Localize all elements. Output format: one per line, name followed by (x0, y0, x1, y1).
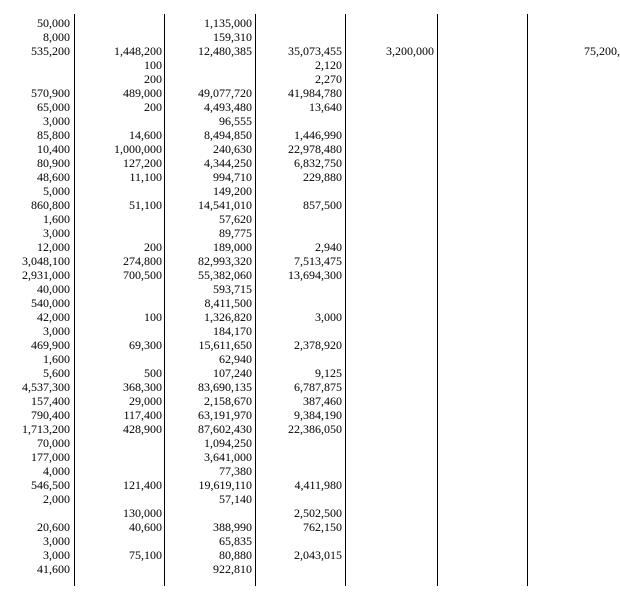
table-cell: 4,493,480 (204, 100, 252, 114)
table-cell: 130,000 (123, 506, 162, 520)
table-cell: 12,480,385 (198, 44, 252, 58)
table-row (0, 450, 600, 464)
table-cell: 55,382,060 (198, 268, 252, 282)
table-cell: 489,000 (123, 86, 162, 100)
table-row (0, 282, 600, 296)
table-cell: 2,043,015 (294, 548, 342, 562)
table-cell: 3,000 (43, 114, 70, 128)
table-row (0, 366, 600, 380)
table-cell: 149,200 (213, 184, 252, 198)
table-cell: 200 (144, 100, 162, 114)
table-row (0, 492, 600, 506)
table-cell: 240,630 (213, 142, 252, 156)
table-cell: 75,100 (129, 548, 162, 562)
table-cell: 2,931,000 (22, 268, 70, 282)
table-cell: 50,000 (37, 16, 70, 30)
table-cell: 49,077,720 (198, 86, 252, 100)
table-row (0, 352, 600, 366)
table-cell: 83,690,135 (198, 380, 252, 394)
table-cell: 177,000 (31, 450, 70, 464)
table-cell: 857,500 (303, 198, 342, 212)
table-cell: 13,694,300 (288, 268, 342, 282)
table-row (0, 16, 600, 30)
table-cell: 157,400 (31, 394, 70, 408)
table-cell: 4,000 (43, 464, 70, 478)
table-cell: 77,380 (219, 464, 252, 478)
table-cell: 14,541,010 (198, 198, 252, 212)
table-row (0, 310, 600, 324)
table-cell: 535,200 (31, 44, 70, 58)
table-row (0, 30, 600, 44)
table-cell: 57,140 (219, 492, 252, 506)
table-cell: 1,326,820 (204, 310, 252, 324)
table-cell: 994,710 (213, 170, 252, 184)
table-row (0, 128, 600, 142)
table-cell: 9,125 (315, 366, 342, 380)
table-cell: 762,150 (303, 520, 342, 534)
table-row (0, 548, 600, 562)
table-cell: 20,600 (37, 520, 70, 534)
table-row (0, 296, 600, 310)
table-row (0, 240, 600, 254)
table-cell: 790,400 (31, 408, 70, 422)
table-cell: 540,000 (31, 296, 70, 310)
table-cell: 922,810 (213, 562, 252, 576)
table-row (0, 184, 600, 198)
table-cell: 1,094,250 (204, 436, 252, 450)
table-cell: 8,000 (43, 30, 70, 44)
table-cell: 75,200, (584, 44, 620, 58)
table-cell: 274,800 (123, 254, 162, 268)
table-cell: 200 (144, 72, 162, 86)
table-cell: 6,787,875 (294, 380, 342, 394)
table-cell: 15,611,650 (198, 338, 252, 352)
table-row (0, 562, 600, 576)
table-cell: 40,600 (129, 520, 162, 534)
table-cell: 41,600 (37, 562, 70, 576)
table-cell: 3,000 (43, 548, 70, 562)
table-cell: 2,940 (315, 240, 342, 254)
table-cell: 500 (144, 366, 162, 380)
table-cell: 2,000 (43, 492, 70, 506)
table-cell: 22,978,480 (288, 142, 342, 156)
table-cell: 13,640 (309, 100, 342, 114)
table-row (0, 226, 600, 240)
table-cell: 3,641,000 (204, 450, 252, 464)
table-cell: 5,600 (43, 366, 70, 380)
table-cell: 85,800 (37, 128, 70, 142)
table-cell: 387,460 (303, 394, 342, 408)
table-cell: 3,048,100 (22, 254, 70, 268)
table-cell: 107,240 (213, 366, 252, 380)
table-cell: 22,386,050 (288, 422, 342, 436)
table-cell: 12,000 (37, 240, 70, 254)
table-cell: 189,000 (213, 240, 252, 254)
table-row (0, 380, 600, 394)
table-row (0, 394, 600, 408)
table-row (0, 86, 600, 100)
table-cell: 4,537,300 (22, 380, 70, 394)
table-cell: 63,191,970 (198, 408, 252, 422)
table-cell: 6,832,750 (294, 156, 342, 170)
table-cell: 1,713,200 (22, 422, 70, 436)
table-cell: 57,620 (219, 212, 252, 226)
table-cell: 5,000 (43, 184, 70, 198)
table-cell: 200 (144, 240, 162, 254)
table-cell: 89,775 (219, 226, 252, 240)
table-row (0, 506, 600, 520)
table-row (0, 170, 600, 184)
table-cell: 469,900 (31, 338, 70, 352)
table-cell: 184,170 (213, 324, 252, 338)
table-cell: 117,400 (123, 408, 162, 422)
table-cell: 121,400 (123, 478, 162, 492)
table-row (0, 478, 600, 492)
table-cell: 1,000,000 (114, 142, 162, 156)
table-cell: 1,135,000 (204, 16, 252, 30)
table-cell: 546,500 (31, 478, 70, 492)
table-cell: 70,000 (37, 436, 70, 450)
table-cell: 368,300 (123, 380, 162, 394)
table-cell: 8,411,500 (204, 296, 252, 310)
table-cell: 1,600 (43, 352, 70, 366)
table-row (0, 142, 600, 156)
table-cell: 1,448,200 (114, 44, 162, 58)
table-cell: 229,880 (303, 170, 342, 184)
table-cell: 1,446,990 (294, 128, 342, 142)
table-row (0, 72, 600, 86)
table-row (0, 58, 600, 72)
table-cell: 3,000 (43, 324, 70, 338)
table-cell: 4,411,980 (294, 478, 342, 492)
table-row (0, 198, 600, 212)
table-cell: 87,602,430 (198, 422, 252, 436)
table-cell: 860,800 (31, 198, 70, 212)
table-cell: 7,513,475 (294, 254, 342, 268)
table-cell: 65,000 (37, 100, 70, 114)
table-row (0, 422, 600, 436)
table-cell: 80,900 (37, 156, 70, 170)
table-cell: 40,000 (37, 282, 70, 296)
table-cell: 428,900 (123, 422, 162, 436)
table-cell: 14,600 (129, 128, 162, 142)
table-cell: 10,400 (37, 142, 70, 156)
table-row (0, 436, 600, 450)
table-cell: 19,619,110 (198, 478, 252, 492)
table-cell: 11,100 (129, 170, 162, 184)
table-cell: 82,993,320 (198, 254, 252, 268)
table-cell: 41,984,780 (288, 86, 342, 100)
table-cell: 3,000 (315, 310, 342, 324)
table-row (0, 534, 600, 548)
table-cell: 4,344,250 (204, 156, 252, 170)
table-cell: 2,502,500 (294, 506, 342, 520)
table-row (0, 114, 600, 128)
table-cell: 29,000 (129, 394, 162, 408)
table-cell: 2,158,670 (204, 394, 252, 408)
table-cell: 69,300 (129, 338, 162, 352)
table-cell: 35,073,455 (288, 44, 342, 58)
table-row (0, 520, 600, 534)
table-cell: 65,835 (219, 534, 252, 548)
table-cell: 48,600 (37, 170, 70, 184)
table-cell: 3,200,000 (386, 44, 434, 58)
table-row (0, 338, 600, 352)
table-cell: 42,000 (37, 310, 70, 324)
table-row (0, 408, 600, 422)
table-cell: 3,000 (43, 226, 70, 240)
table-row (0, 254, 600, 268)
table-cell: 100 (144, 310, 162, 324)
table-cell: 2,120 (315, 58, 342, 72)
table-cell: 1,600 (43, 212, 70, 226)
table-cell: 100 (144, 58, 162, 72)
table-row (0, 268, 600, 282)
table-cell: 62,940 (219, 352, 252, 366)
table-row (0, 464, 600, 478)
table-cell: 159,310 (213, 30, 252, 44)
table-cell: 9,384,190 (294, 408, 342, 422)
table-cell: 80,880 (219, 548, 252, 562)
table-cell: 51,100 (129, 198, 162, 212)
table-row (0, 324, 600, 338)
table-row (0, 212, 600, 226)
table-cell: 2,270 (315, 72, 342, 86)
table-row (0, 156, 600, 170)
table-cell: 8,494,850 (204, 128, 252, 142)
table-cell: 388,990 (213, 520, 252, 534)
table-cell: 3,000 (43, 534, 70, 548)
table-row (0, 100, 600, 114)
table-row (0, 44, 620, 58)
table-cell: 700,500 (123, 268, 162, 282)
table-cell: 2,378,920 (294, 338, 342, 352)
table-cell: 96,555 (219, 114, 252, 128)
table-cell: 127,200 (123, 156, 162, 170)
table-cell: 570,900 (31, 86, 70, 100)
table-cell: 593,715 (213, 282, 252, 296)
